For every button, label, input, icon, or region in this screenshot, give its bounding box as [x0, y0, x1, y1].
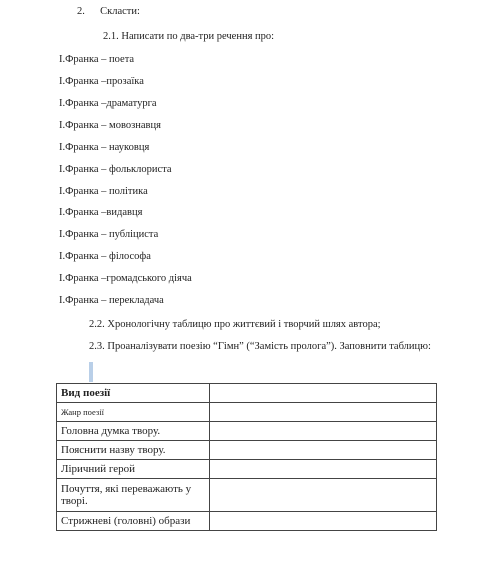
table-row: [57, 479, 437, 512]
list-item: І.Франка – політика: [59, 186, 148, 197]
list-item: І.Франка – науковця: [59, 142, 150, 153]
table-row-label: Вид поезії: [57, 384, 210, 403]
table-row: [57, 403, 437, 422]
list-item: І.Франка –видавця: [59, 207, 143, 218]
table-cell-input[interactable]: [210, 460, 437, 479]
table-row: [57, 384, 437, 403]
list-item: І.Франка –прозаїка: [59, 76, 144, 87]
task-2-1: 2.1. Написати по два-три речення про:: [103, 31, 275, 42]
task-2-2: 2.2. Хронологічну таблицю про життєвий і творчий шлях автора;: [89, 319, 381, 330]
table-cell-input[interactable]: [210, 422, 437, 441]
task-2-3: 2.3. Проаналізувати поезію “Гімн” (“Замість пролога”). Заповнити таблицю:: [89, 341, 431, 352]
table-row: [57, 441, 437, 460]
list-item: І.Франка –громадського діяча: [59, 273, 192, 284]
list-item: І.Франка – філософа: [59, 251, 151, 262]
analysis-table: [56, 383, 437, 531]
table-row: [57, 422, 437, 441]
table-row: [57, 512, 437, 531]
table-row-label: Головна думка твору.: [57, 422, 210, 441]
heading-number: 2.: [77, 6, 85, 17]
table-row-label: Жанр поезії: [57, 403, 210, 422]
table-row-label: Пояснити назву твору.: [57, 441, 210, 460]
heading: [77, 5, 140, 18]
list-item: І.Франка –драматурга: [59, 98, 157, 109]
list-item: І.Франка – публіциста: [59, 229, 159, 240]
list-item: І.Франка – поета: [59, 54, 135, 65]
table-cell-input[interactable]: [210, 403, 437, 422]
table-row-label: Стрижневі (головні) образи: [57, 512, 210, 531]
table-row-label: Почуття, які переважають у творі.: [57, 479, 210, 512]
list-item: І.Франка – фольклориста: [59, 164, 172, 175]
heading-text: Скласти:: [100, 6, 140, 17]
table-cell-input[interactable]: [210, 441, 437, 460]
table-cell-input[interactable]: [210, 384, 437, 403]
table-cell-input[interactable]: [210, 479, 437, 512]
table-row-label: Ліричний герой: [57, 460, 210, 479]
table-row: [57, 460, 437, 479]
list-item: І.Франка – мовознавця: [59, 120, 161, 131]
table-cell-input[interactable]: [210, 512, 437, 531]
list-item: І.Франка – перекладача: [59, 295, 164, 306]
text-cursor: [89, 362, 93, 382]
